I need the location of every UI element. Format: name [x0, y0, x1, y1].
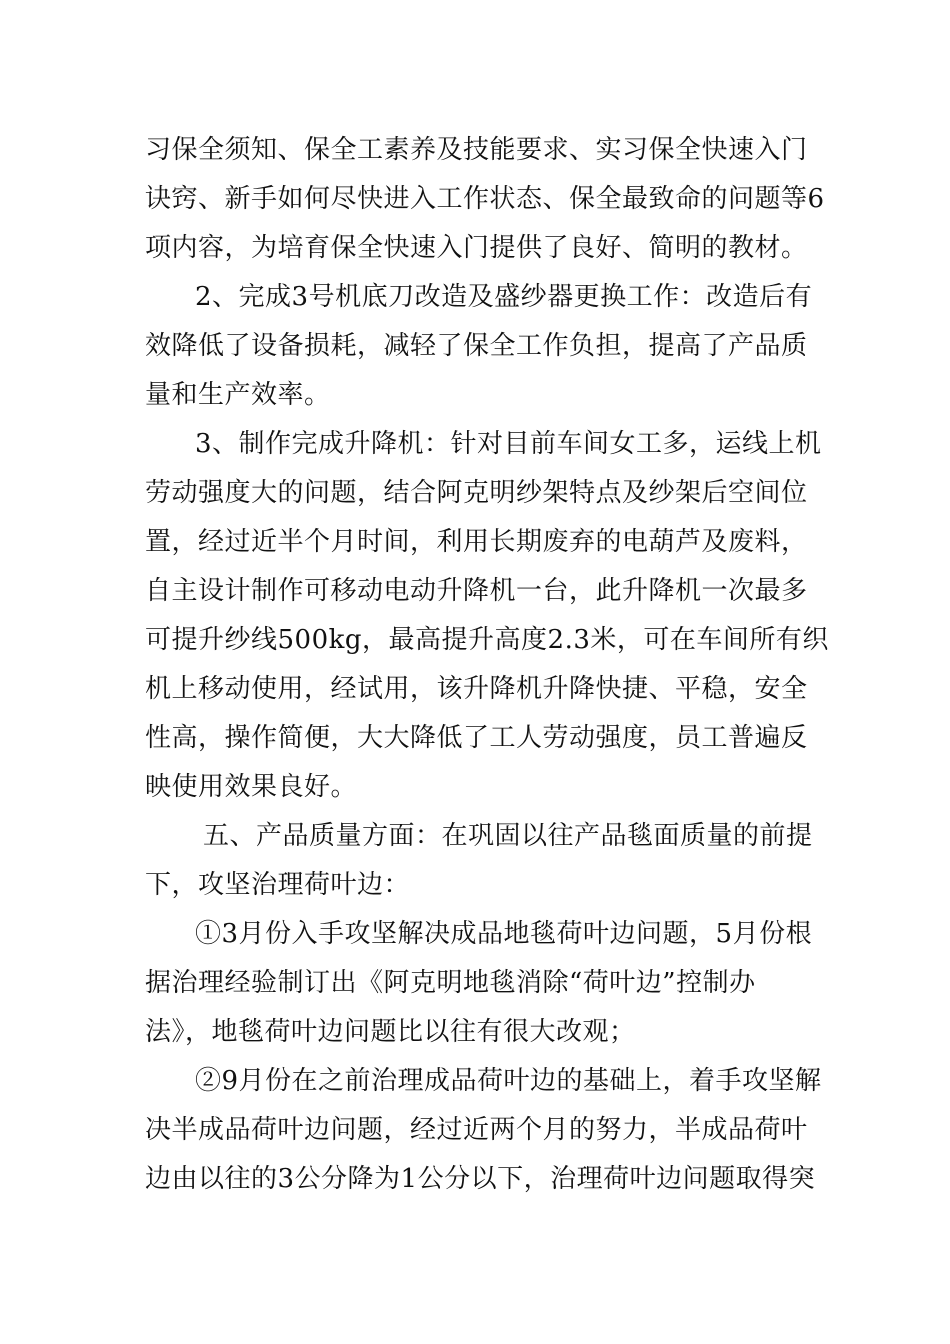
text-line: 自主设计制作可移动电动升降机一台，此升降机一次最多 — [145, 576, 808, 606]
text-line: 效降低了设备损耗，减轻了保全工作负担，提高了产品质 — [145, 331, 808, 361]
text-line: 法》，地毯荷叶边问题比以往有很大改观； — [145, 1017, 636, 1047]
text-line: 劳动强度大的问题，结合阿克明纱架特点及纱架后空间位 — [145, 478, 808, 508]
text-line: 下，攻坚治理荷叶边： — [145, 870, 411, 900]
paragraph-start: ②9月份在之前治理成品荷叶边的基础上，着手攻坚解 — [195, 1066, 822, 1096]
text-line: 置，经过近半个月时间，利用长期废弃的电葫芦及废料， — [145, 527, 808, 557]
text-line: 量和生产效率。 — [145, 380, 331, 410]
text-line: 项内容，为培育保全快速入门提供了良好、简明的教材。 — [145, 233, 808, 263]
text-line: 映使用效果良好。 — [145, 772, 358, 802]
text-line: 据治理经验制订出《阿克明地毯消除“荷叶边”控制办 — [145, 968, 756, 998]
paragraph-start: 2、完成3号机底刀改造及盛纱器更换工作：改造后有 — [195, 282, 813, 312]
text-line: 机上移动使用，经试用，该升降机升降快捷、平稳，安全 — [145, 674, 808, 704]
text-line: 可提升纱线500kg，最高提升高度2.3米，可在车间所有织 — [145, 625, 829, 655]
text-line: 习保全须知、保全工素养及技能要求、实习保全快速入门 — [145, 135, 808, 165]
text-line: 边由以往的3公分降为1公分以下，治理荷叶边问题取得突 — [145, 1164, 816, 1194]
text-line: 决半成品荷叶边问题，经过近两个月的努力，半成品荷叶 — [145, 1115, 808, 1145]
text-line: 性高，操作简便，大大降低了工人劳动强度，员工普遍反 — [145, 723, 808, 753]
section-heading-line: 五、产品质量方面：在巩固以往产品毯面质量的前提 — [203, 821, 813, 851]
document-page — [145, 126, 829, 1204]
paragraph-start: ①3月份入手攻坚解决成品地毯荷叶边问题，5月份根 — [195, 919, 813, 949]
paragraph-start: 3、制作完成升降机：针对目前车间女工多，运线上机 — [195, 429, 822, 459]
text-line: 诀窍、新手如何尽快进入工作状态、保全最致命的问题等6 — [145, 184, 825, 214]
